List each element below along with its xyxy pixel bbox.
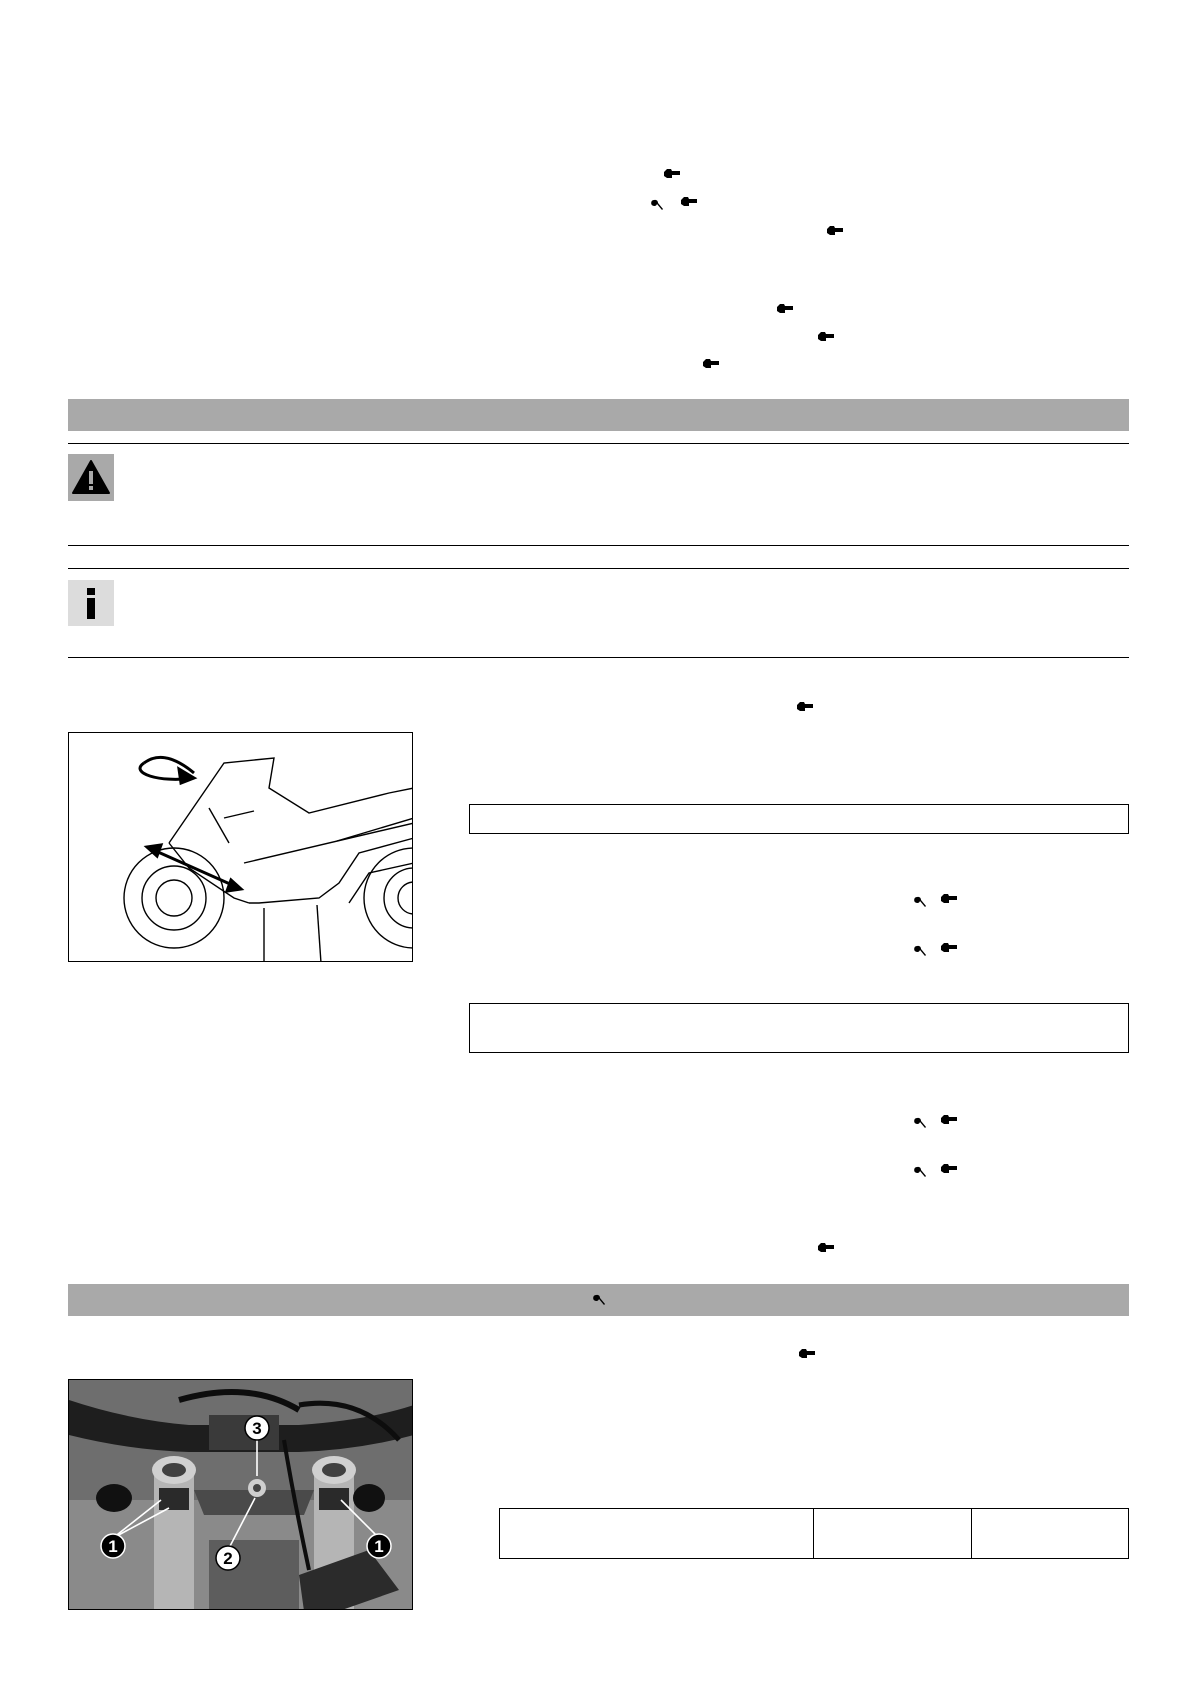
motorcycle-outline-drawing (69, 733, 413, 962)
pointing-hand-icon (702, 358, 720, 369)
pointing-hand-icon (817, 1242, 835, 1253)
pointing-hand-icon (796, 701, 814, 712)
pointing-hand-icon (663, 168, 681, 179)
svg-text:1: 1 (108, 1537, 118, 1556)
callout-2 (216, 1546, 240, 1570)
pointing-hand-icon (798, 1348, 816, 1359)
pointing-hand-icon (817, 331, 835, 342)
pointing-hand-icon (776, 303, 794, 314)
svg-text:3: 3 (252, 1419, 262, 1438)
fork-clamp-photo-drawing (69, 1380, 413, 1610)
pointing-hand-icon (940, 942, 958, 953)
wrench-icon (914, 1117, 927, 1130)
specification-box (469, 1003, 1129, 1053)
wrench-icon (593, 1294, 606, 1307)
warning-icon-box (68, 454, 114, 501)
callout-1-right (367, 1534, 391, 1558)
wrench-icon (914, 1166, 927, 1179)
info-icon (68, 580, 114, 626)
pointing-hand-icon (940, 1163, 958, 1174)
callout-3 (245, 1416, 269, 1440)
info-icon-box (68, 580, 114, 626)
tightening-torque-table (499, 1508, 1129, 1559)
callout-1-left (101, 1534, 125, 1558)
pointing-hand-icon (680, 196, 698, 207)
section-header-bar (68, 399, 1129, 431)
svg-text:2: 2 (223, 1549, 233, 1568)
warning-bottom-rule (68, 545, 1129, 546)
wrench-icon (914, 945, 927, 958)
warning-top-rule (68, 443, 1129, 444)
motorcycle-adjustment-illustration (68, 732, 413, 962)
table-column-divider (813, 1509, 814, 1558)
pointing-hand-icon (940, 893, 958, 904)
wrench-icon (651, 199, 664, 212)
pointing-hand-icon (826, 225, 844, 236)
wrench-icon (914, 896, 927, 909)
info-top-rule (68, 568, 1129, 569)
handlebar-clamp-photo (68, 1379, 413, 1610)
svg-text:1: 1 (374, 1537, 384, 1556)
specification-box (469, 804, 1129, 834)
warning-triangle-icon (68, 454, 114, 501)
pointing-hand-icon (940, 1114, 958, 1125)
table-column-divider (971, 1509, 972, 1558)
info-bottom-rule (68, 657, 1129, 658)
